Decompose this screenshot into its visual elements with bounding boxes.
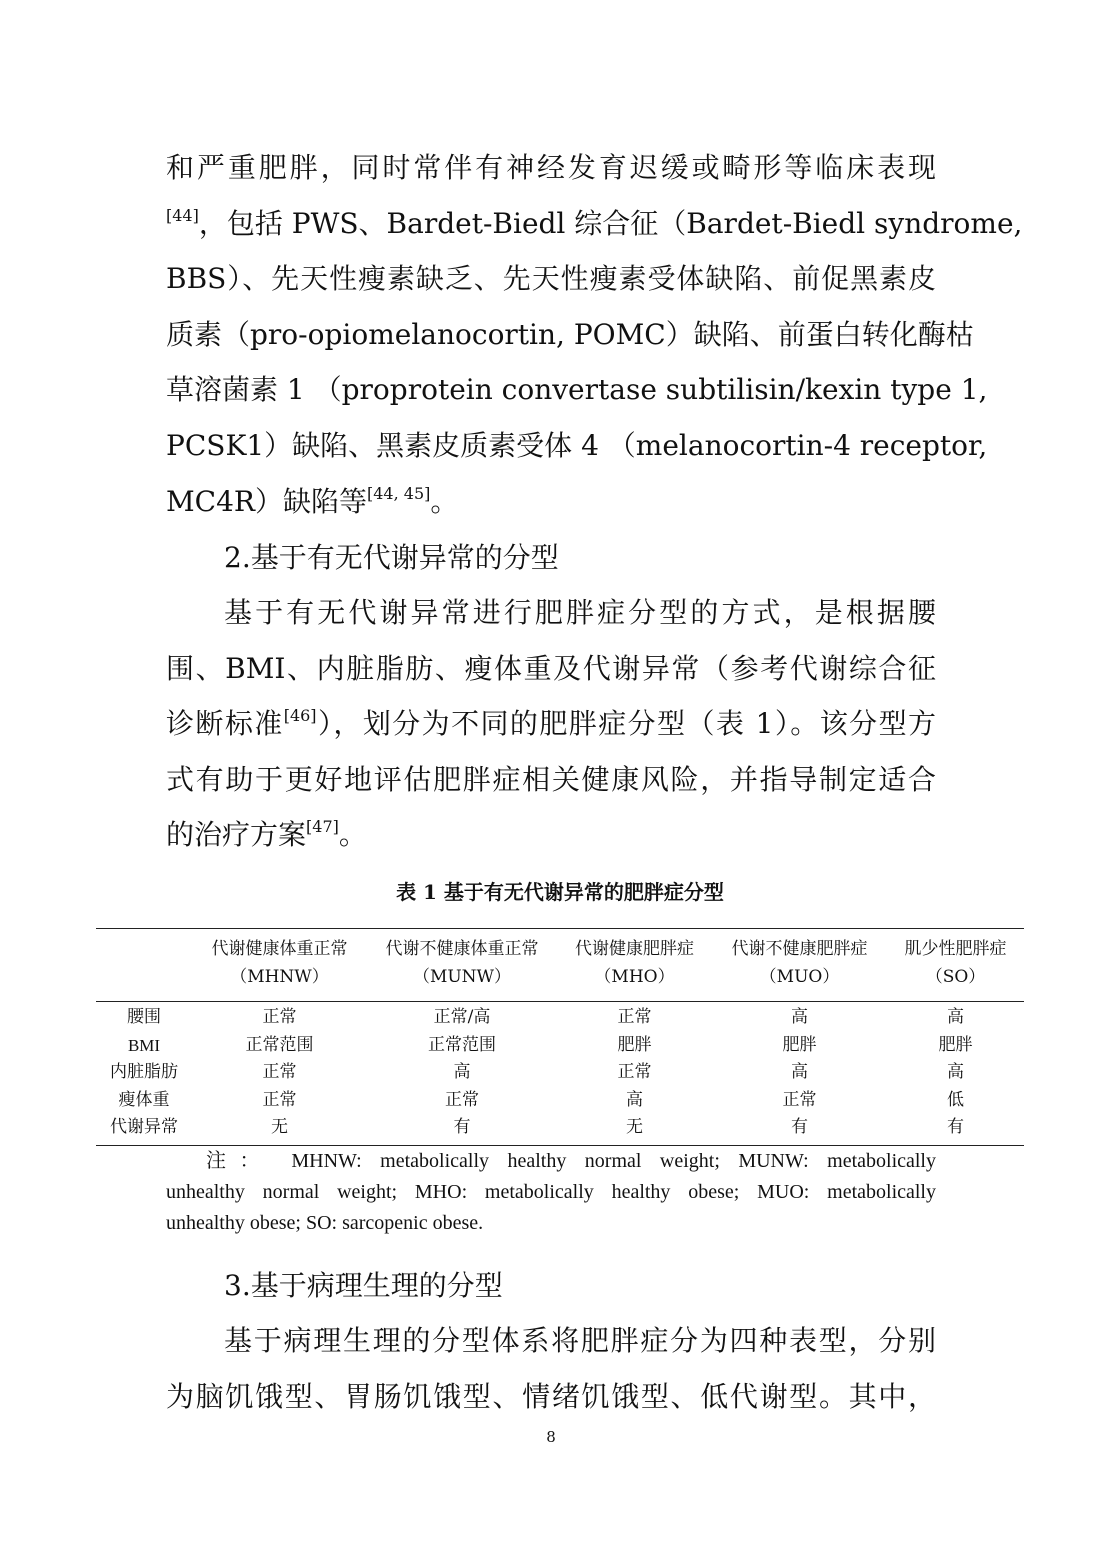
text-line: PCSK1）缺陷、黑素皮质素受体 4 （melanocortin-4 receptor,: [166, 428, 988, 462]
table-header-cell: [712, 935, 887, 991]
table-cell: 无: [271, 1117, 288, 1138]
table-cell: 肥胖: [617, 1034, 652, 1055]
heading-text: 3.基于病理生理的分型: [224, 1269, 503, 1302]
table-cell: 无: [626, 1117, 643, 1138]
table-header-cell: [557, 935, 712, 991]
table-header-row: [96, 929, 1024, 1002]
section-heading-2: [166, 530, 936, 586]
header-abbr: （MHNW）: [230, 967, 329, 987]
table-header-cell: [887, 935, 1024, 991]
citation: [46]: [283, 706, 317, 726]
table-cell: 正常: [445, 1089, 479, 1110]
table-cell: 高: [453, 1062, 471, 1083]
page-number: 8: [546, 1428, 556, 1446]
header-name: 代谢不健康体重正常: [385, 939, 539, 959]
header-abbr: （SO）: [925, 967, 986, 987]
table-cell: 正常: [782, 1089, 817, 1110]
obesity-classification-table: [96, 928, 1024, 1146]
table-cell: 正常/高: [433, 1007, 491, 1027]
table-title: 表 1 基于有无代谢异常的肥胖症分型: [396, 880, 724, 904]
text-line: [166, 474, 936, 530]
text-line: 质素（pro-opiomelanocortin, POMC）缺陷、前蛋白转化酶枯: [166, 317, 974, 351]
table-cell: 正常范围: [428, 1034, 496, 1055]
row-label: BMI: [127, 1035, 161, 1055]
text-segment: 的治疗方案: [166, 818, 307, 852]
table-row: [96, 1087, 1024, 1115]
table-row: [96, 1114, 1024, 1142]
table-header-cell: [192, 935, 367, 991]
note-line: unhealthy obese; SO: sarcopenic obese.: [166, 1212, 484, 1234]
table-cell: 正常: [262, 1007, 297, 1027]
paragraph-genetic-obesity: [166, 140, 1023, 529]
text-line: 围、BMI、内脏脂肪、瘦体重及代谢异常（参考代谢综合征: [166, 651, 936, 685]
text-line: 和严重肥胖，同时常伴有神经发育迟缓或畸形等临床表现: [166, 151, 936, 184]
table-cell: 有: [947, 1117, 964, 1138]
row-label: 腰围: [127, 1007, 161, 1027]
citation: [44]: [166, 205, 199, 225]
table-cell: 高: [791, 1007, 808, 1027]
table-cell: 正常范围: [245, 1034, 314, 1055]
text-line: 为脑饥饿型、胃肠饥饿型、情绪饥饿型、低代谢型。其中，: [166, 1379, 936, 1413]
text-line: 草溶菌素 1 （proprotein convertase subtilisin/kexin type 1,: [166, 373, 988, 407]
header-abbr: （MHO）: [594, 967, 675, 987]
table-cell: 高: [626, 1089, 643, 1110]
table-cell: 有: [791, 1117, 808, 1138]
table-cell: 肥胖: [782, 1034, 817, 1055]
header-name: 代谢健康体重正常: [211, 939, 348, 959]
table-row: [96, 1004, 1024, 1032]
header-name: 肌少性肥胖症: [904, 939, 1007, 959]
heading-text: 2.基于有无代谢异常的分型: [224, 541, 559, 574]
text-line: 式有助于更好地评估肥胖症相关健康风险，并指导制定适合: [166, 762, 936, 796]
text-segment: ，包括 PWS、Bardet-Biedl 综合征（Bardet-Biedl syndrome,: [198, 206, 1023, 240]
table-cell: 肥胖: [938, 1034, 973, 1055]
row-label: 瘦体重: [118, 1089, 170, 1110]
header-abbr: （MUO）: [759, 967, 840, 987]
text-segment: ），划分为不同的肥胖症分型（表 1）。该分型方: [316, 707, 936, 741]
table-cell: 有: [453, 1117, 471, 1138]
table-cell: 高: [791, 1062, 808, 1083]
header-name: 代谢健康肥胖症: [575, 939, 694, 959]
row-label: 内脏脂肪: [110, 1062, 178, 1083]
text-segment: 。: [430, 484, 459, 518]
table-cell: 正常: [617, 1007, 652, 1027]
paragraph-pathophysiology: [166, 1313, 936, 1424]
text-segment: MC4R）缺陷等: [166, 484, 367, 518]
text-line: [166, 807, 936, 863]
table-note: [166, 1146, 936, 1239]
table-header-empty: [96, 935, 192, 991]
table-cell: 高: [947, 1007, 964, 1027]
text-segment: 诊断标准: [166, 707, 284, 741]
text-line: [166, 696, 936, 752]
table-cell: 高: [947, 1062, 964, 1083]
table-row: [96, 1032, 1024, 1060]
table-header-cell: [367, 935, 557, 991]
text-line: [166, 196, 1023, 252]
note-line: unhealthy normal weight; MHO: metabolically healthy obese; MUO: metabolically: [166, 1181, 936, 1203]
text-line: 基于病理生理的分型体系将肥胖症分为四种表型，分别: [224, 1324, 936, 1357]
paragraph-metabolic-classification: [166, 585, 936, 863]
table-cell: 正常: [617, 1062, 652, 1083]
text-line: 基于有无代谢异常进行肥胖症分型的方式，是根据腰: [224, 596, 936, 629]
row-label: 代谢异常: [110, 1117, 178, 1138]
header-abbr: （MUNW）: [412, 967, 512, 987]
citation: [44, 45]: [367, 483, 431, 503]
table-body: [96, 1002, 1024, 1145]
table-cell: 正常: [262, 1089, 297, 1110]
citation: [47]: [306, 817, 339, 837]
text-line: BBS）、先天性瘦素缺乏、先天性瘦素受体缺陷、前促黑素皮: [166, 262, 936, 296]
section-heading-3: [166, 1258, 936, 1314]
text-segment: 。: [338, 818, 367, 852]
header-name: 代谢不健康肥胖症: [731, 939, 868, 959]
table-cell: 正常: [262, 1062, 297, 1083]
note-line: 注： MHNW: metabolically healthy normal weight; MUNW: metabolically: [206, 1150, 936, 1172]
table-cell: 低: [947, 1089, 964, 1110]
table-row: [96, 1059, 1024, 1087]
